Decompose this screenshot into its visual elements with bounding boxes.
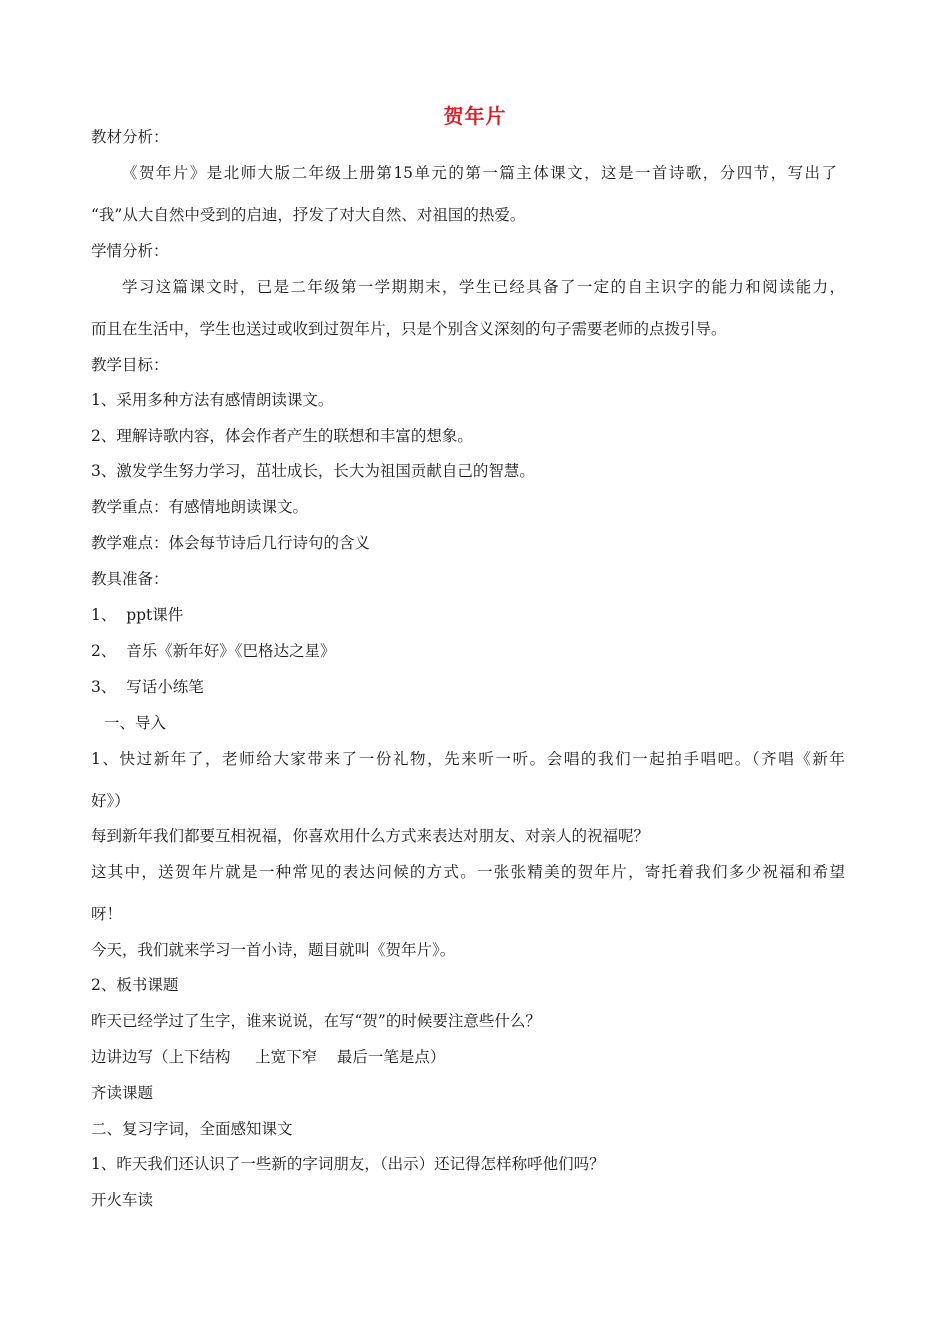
review-item-1: 1、昨天我们还认识了一些新的字词朋友，（出示）还记得怎样称呼他们吗？ bbox=[91, 1155, 605, 1173]
intro-item-2: 每到新年我们都要互相祝福，你喜欢用什么方式来表达对朋友、对亲人的祝福呢？ bbox=[91, 827, 650, 845]
analysis-paragraph-line-1: 《贺年片》是北师大版二年级上册第15单元的第一篇主体课文，这是一首诗歌，分四节，写出了 bbox=[122, 164, 837, 182]
board-heading: 2、板书课题 bbox=[91, 976, 179, 994]
review-heading: 二、复习字词，全面感知课文 bbox=[91, 1120, 293, 1138]
analysis-paragraph-line-2: “我”从大自然中受到的启迪，抒发了对大自然、对祖国的热爱。 bbox=[91, 206, 526, 224]
goal-item-3: 3、激发学生努力学习，茁壮成长，长大为祖国贡献自己的智慧。 bbox=[91, 462, 535, 480]
review-item-2: 开火车读 bbox=[91, 1191, 154, 1209]
intro-heading: 一、导入 bbox=[104, 714, 167, 732]
student-paragraph-line-2: 而且在生活中，学生也送过或收到过贺年片，只是个别含义深刻的句子需要老师的点拨引导。 bbox=[91, 320, 727, 338]
prep-item-1: 1、 ppt课件 bbox=[91, 606, 184, 624]
student-paragraph-line-1: 学习这篇课文时，已是二年级第一学期期末，学生已经具备了一定的自主识字的能力和阅读能力， bbox=[122, 278, 845, 296]
intro-item-4: 今天，我们就来学习一首小诗，题目就叫《贺年片》。 bbox=[91, 941, 456, 959]
intro-item-3-line-2: 呀！ bbox=[91, 905, 123, 923]
intro-item-3-line-1: 这其中，送贺年片就是一种常见的表达问候的方式。一张张精美的贺年片，寄托着我们多少祝福和希望 bbox=[91, 863, 845, 881]
board-item-2: 边讲边写（上下结构 上宽下窄 最后一笔是点） bbox=[91, 1048, 446, 1066]
student-heading: 学情分析： bbox=[91, 242, 169, 260]
goal-item-2: 2、理解诗歌内容，体会作者产生的联想和丰富的想象。 bbox=[91, 427, 473, 445]
board-item-1: 昨天已经学过了生字，谁来说说，在写“贺”的时候要注意些什么？ bbox=[91, 1012, 541, 1030]
prep-item-2: 2、 音乐《新年好》《巴格达之星》 bbox=[91, 642, 336, 660]
intro-item-1-line-2: 好》） bbox=[91, 792, 130, 810]
prep-item-3: 3、 写话小练笔 bbox=[91, 678, 204, 696]
board-item-3: 齐读课题 bbox=[91, 1084, 154, 1102]
difficulty: 教学难点：体会每节诗后几行诗句的含义 bbox=[91, 534, 371, 552]
goals-heading: 教学目标： bbox=[91, 356, 169, 374]
intro-item-1-line-1: 1、快过新年了，老师给大家带来了一份礼物，先来听一听。会唱的我们一起拍手唱吧。（齐唱《新年 bbox=[91, 750, 845, 768]
analysis-heading: 教材分析： bbox=[91, 128, 169, 146]
goal-item-1: 1、采用多种方法有感情朗读课文。 bbox=[91, 391, 334, 409]
prep-heading: 教具准备： bbox=[91, 570, 169, 588]
key-point: 教学重点：有感情地朗读课文。 bbox=[91, 498, 309, 516]
page-title: 贺年片 bbox=[443, 104, 507, 128]
